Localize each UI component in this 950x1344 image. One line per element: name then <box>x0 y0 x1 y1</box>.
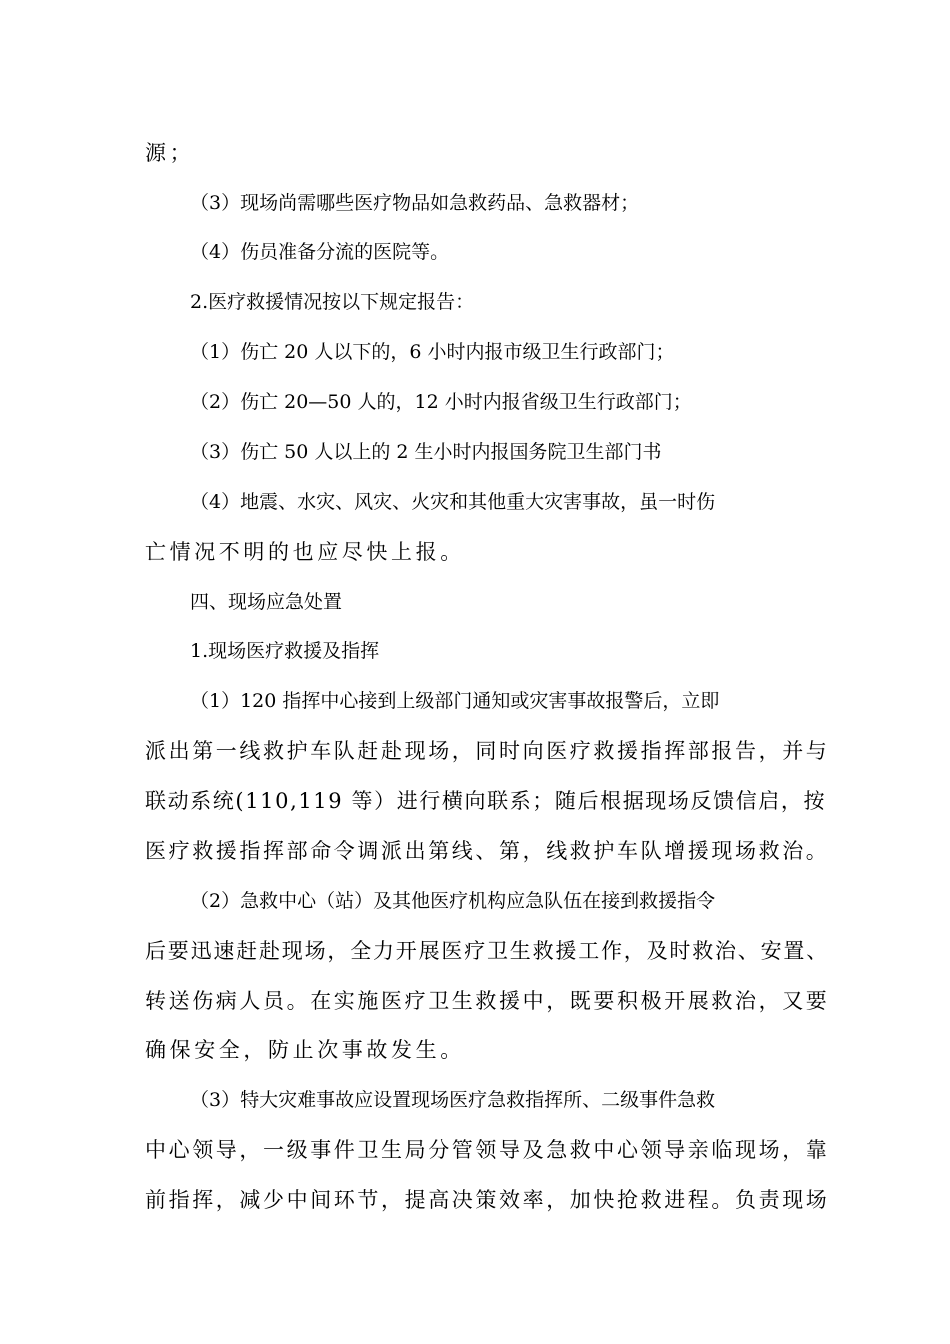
text-line: 联动系统(110,119 等）进行横向联系；随后根据现场反馈信启，按 <box>145 789 827 813</box>
text-line: （3）伤亡 50 人以上的 2 生小时内报国务院卫生部门书 <box>190 441 662 463</box>
text-line: 转送伤病人员。在实施医疗卫生救援中，既要积极开展救治，又要 <box>145 989 830 1013</box>
text-line: （4）伤员准备分流的医院等。 <box>190 241 450 263</box>
text-line: （2）急救中心（站）及其他医疗机构应急队伍在接到救援指令 <box>190 890 716 912</box>
text-line: 前指挥，减少中间环节，提高决策效率，加快抢救进程。负责现场 <box>145 1188 830 1212</box>
text-line: （1）120 指挥中心接到上级部门通知或灾害事故报警后，立即 <box>190 690 720 712</box>
section-heading: 四、现场应急处置 <box>190 591 343 613</box>
text-line: 确保安全，防止次事故发生。 <box>145 1038 465 1062</box>
text-line: 后要迅速赶赴现场，全力开展医疗卫生救援工作，及时救治、安置、 <box>145 939 829 963</box>
text-line: （1）伤亡 20 人以下的，6 小时内报市级卫生行政部门； <box>190 341 675 363</box>
text-line: （4）地震、水灾、风灾、火灾和其他重大灾害事故，虽一时伤 <box>190 491 716 513</box>
subsection-heading: 1.现场医疗救援及指挥 <box>190 640 380 662</box>
text-line: 源； <box>145 141 195 165</box>
text-line: 中心领导，一级事件卫生局分管领导及急救中心领导亲临现场，靠 <box>145 1138 830 1162</box>
text-line: （3）现场尚需哪些医疗物品如急救药品、急救器材； <box>190 192 640 214</box>
text-line: 2.医疗救援情况按以下规定报告： <box>190 291 475 313</box>
text-line: 派出第一线救护车队赶赴现场，同时向医疗救援指挥部报告，并与 <box>145 739 830 763</box>
text-line: 亡情况不明的也应尽快上报。 <box>145 540 465 564</box>
text-line: （2）伤亡 20—50 人的，12 小时内报省级卫生行政部门； <box>190 391 692 413</box>
text-line: 医疗救援指挥部命令调派出第线、第，线救护车队增援现场救治。 <box>145 839 830 863</box>
text-line: （3）特大灾难事故应设置现场医疗急救指挥所、二级事件急救 <box>190 1089 716 1111</box>
